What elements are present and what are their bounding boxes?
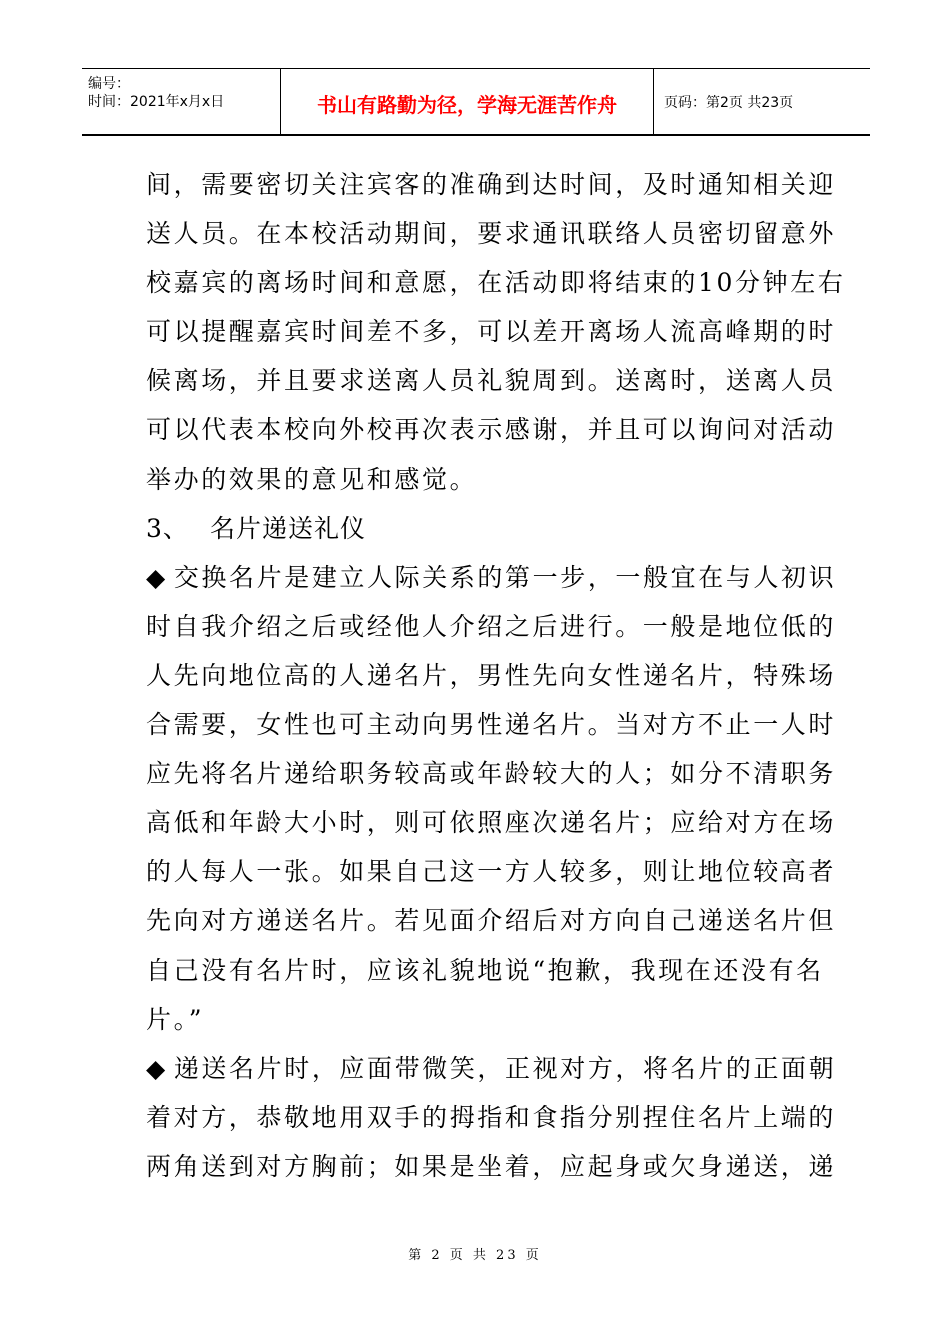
body-line: 合需要，女性也可主动向男性递名片。当对方不止一人时 — [146, 710, 837, 740]
body-line: 的人每人一张。如果自己这一方人较多，则让地位较高者 — [146, 857, 837, 887]
body-line: 两角送到对方胸前；如果是坐着，应起身或欠身递送，递 — [146, 1151, 837, 1181]
body-line: 可以提醒嘉宾时间差不多，可以差开离场人流高峰期的时 — [146, 317, 837, 347]
section-title: 名片递送礼仪 — [210, 513, 367, 543]
bullet-first-line — [146, 553, 837, 602]
body-line: 人先向地位高的人递名片，男性先向女性递名片，特殊场 — [146, 660, 837, 690]
body-line: 送人员。在本校活动期间，要求通讯联络人员密切留意外 — [146, 219, 837, 249]
bullet-first-line — [146, 1044, 837, 1093]
body-line: 自己没有名片时，应该礼貌地说“抱歉，我现在还没有名 — [146, 955, 824, 985]
body-line: 举办的效果的意见和感觉。 — [146, 464, 478, 494]
body-line: 片。” — [146, 1004, 205, 1034]
diamond-bullet-icon: ◆ — [146, 1053, 168, 1083]
header-page-info: 页码：第2页 共23页 — [664, 94, 794, 111]
document-body — [146, 160, 846, 1191]
body-line: 可以代表本校向外校再次表示感谢，并且可以询问对活动 — [146, 415, 837, 445]
page-header — [82, 68, 870, 136]
body-line: 候离场，并且要求送离人员礼貌周到。送离时，送离人员 — [146, 366, 837, 396]
document-number-label: 编号： — [88, 76, 130, 92]
body-line: 间，需要密切关注宾客的准确到达时间，及时通知相关迎 — [146, 170, 837, 199]
header-motto: 书山有路勤为径，学海无涯苦作舟 — [281, 69, 654, 134]
bullet-text: 交换名片是建立人际关系的第一步，一般宜在与人初识 — [173, 562, 837, 592]
body-line: 着对方，恭敬地用双手的拇指和食指分别捏住名片上端的 — [146, 1102, 837, 1132]
body-line: 应先将名片递给职务较高或年龄较大的人；如分不清职务 — [146, 759, 837, 789]
body-line: 时自我介绍之后或经他人介绍之后进行。一般是地位低的 — [146, 611, 837, 641]
bullet-text: 递送名片时，应面带微笑，正视对方，将名片的正面朝 — [173, 1053, 837, 1083]
section-number: 3、 — [146, 513, 189, 543]
section-heading — [146, 504, 806, 553]
body-line: 校嘉宾的离场时间和意愿，在活动即将结束的10分钟左右 — [146, 268, 846, 298]
header-meta — [82, 69, 281, 134]
body-line: 先向对方递送名片。若见面介绍后对方向自己递送名片但 — [146, 906, 837, 936]
body-line: 高低和年龄大小时，则可依照座次递名片；应给对方在场 — [146, 808, 837, 838]
document-time-label: 时间：2021年x月x日 — [88, 94, 225, 110]
page-footer: 第 2 页 共 23 页 — [408, 1248, 542, 1263]
diamond-bullet-icon: ◆ — [146, 562, 168, 592]
